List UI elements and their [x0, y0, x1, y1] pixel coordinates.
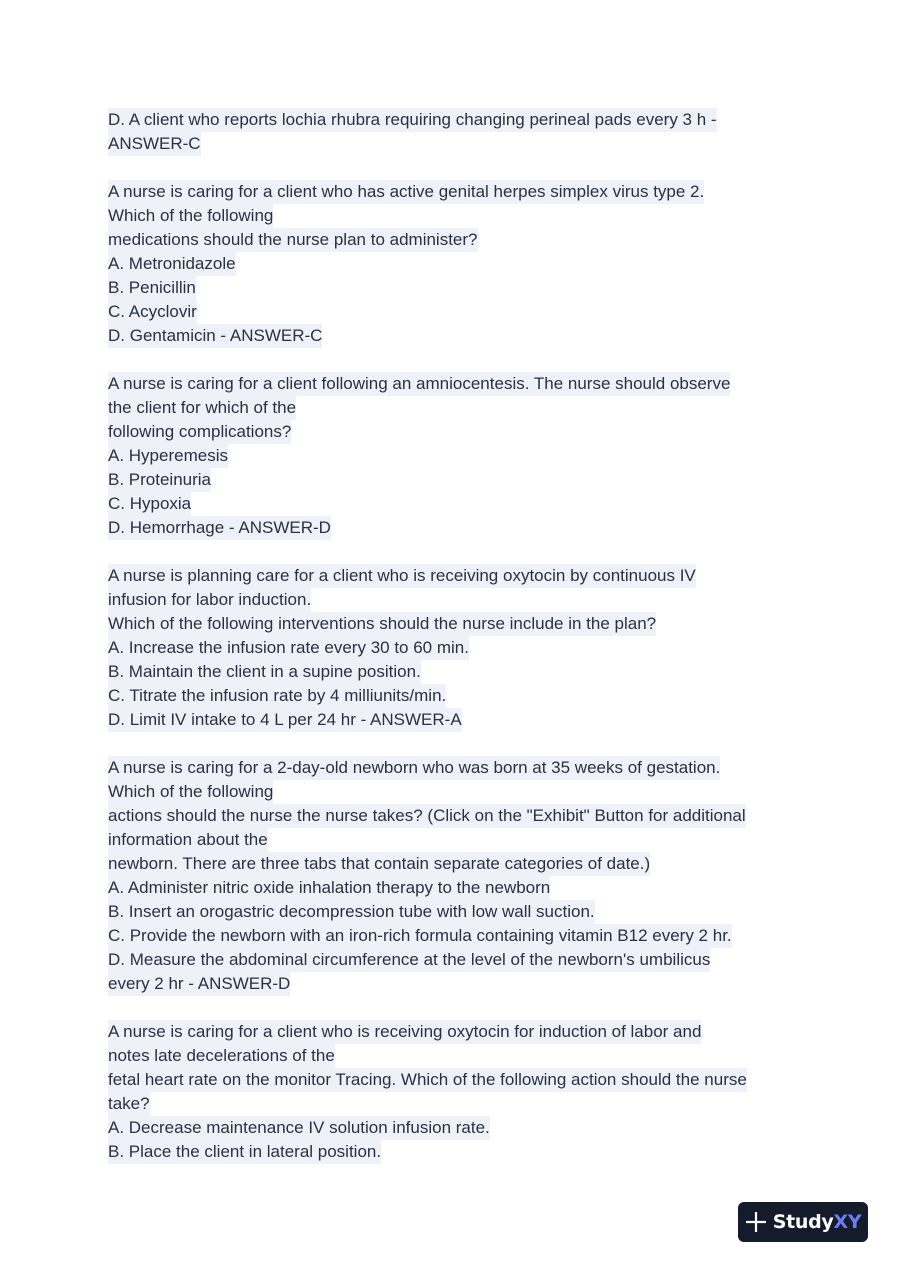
text-line: B. Insert an orogastric decompression tube with low wall suction.	[108, 900, 595, 924]
text-line: Which of the following interventions should the nurse include in the plan?	[108, 612, 656, 636]
brand-main: Study	[772, 1211, 834, 1233]
text-line: D. Gentamicin - ANSWER-C	[108, 324, 322, 348]
text-line: every 2 hr - ANSWER-D	[108, 972, 290, 996]
text-line: C. Acyclovir	[108, 300, 197, 324]
text-line: newborn. There are three tabs that contain separate categories of date.)	[108, 852, 650, 876]
text-line: A. Administer nitric oxide inhalation therapy to the newborn	[108, 876, 550, 900]
text-line: infusion for labor induction.	[108, 588, 311, 612]
text-line: A nurse is caring for a client who has active genital herpes simplex virus type 2.	[108, 180, 704, 204]
question-block	[108, 564, 808, 732]
text-line: B. Maintain the client in a supine position.	[108, 660, 421, 684]
text-line: A. Hyperemesis	[108, 444, 228, 468]
text-line: ANSWER-C	[108, 132, 201, 156]
text-line: take?	[108, 1092, 150, 1116]
text-line: fetal heart rate on the monitor Tracing. Which of the following action should the nurse	[108, 1068, 747, 1092]
text-line: actions should the nurse the nurse takes? (Click on the "Exhibit" Button for additional	[108, 804, 746, 828]
text-line: A. Increase the infusion rate every 30 to 60 min.	[108, 636, 469, 660]
text-line: C. Provide the newborn with an iron-rich formula containing vitamin B12 every 2 hr.	[108, 924, 732, 948]
question-block	[108, 180, 808, 348]
brand-name	[773, 1211, 862, 1233]
text-line: A nurse is caring for a 2-day-old newborn who was born at 35 weeks of gestation.	[108, 756, 720, 780]
text-line: notes late decelerations of the	[108, 1044, 335, 1068]
question-block	[108, 372, 808, 540]
text-line: Which of the following	[108, 204, 273, 228]
text-line: C. Titrate the infusion rate by 4 milliunits/min.	[108, 684, 446, 708]
brand-accent: XY	[833, 1211, 862, 1233]
text-line: B. Penicillin	[108, 276, 196, 300]
text-line: A nurse is caring for a client who is receiving oxytocin for induction of labor and	[108, 1020, 701, 1044]
text-line: following complications?	[108, 420, 291, 444]
text-line: D. Measure the abdominal circumference at the level of the newborn's umbilicus	[108, 948, 710, 972]
text-line: information about the	[108, 828, 268, 852]
text-line: D. Limit IV intake to 4 L per 24 hr - ANSWER-A	[108, 708, 462, 732]
question-block	[108, 756, 808, 996]
text-line: A nurse is planning care for a client who is receiving oxytocin by continuous IV	[108, 564, 696, 588]
plus-icon	[745, 1211, 767, 1233]
text-line: A. Metronidazole	[108, 252, 236, 276]
text-line: D. Hemorrhage - ANSWER-D	[108, 516, 331, 540]
text-line: B. Proteinuria	[108, 468, 211, 492]
studyxy-badge[interactable]	[738, 1202, 868, 1242]
question-block	[108, 108, 808, 156]
text-line: D. A client who reports lochia rhubra requiring changing perineal pads every 3 h -	[108, 108, 717, 132]
question-block	[108, 1020, 808, 1164]
text-line: B. Place the client in lateral position.	[108, 1140, 381, 1164]
text-line: A. Decrease maintenance IV solution infusion rate.	[108, 1116, 490, 1140]
document-body	[108, 108, 808, 1188]
text-line: the client for which of the	[108, 396, 296, 420]
text-line: Which of the following	[108, 780, 273, 804]
text-line: C. Hypoxia	[108, 492, 191, 516]
text-line: medications should the nurse plan to administer?	[108, 228, 478, 252]
text-line: A nurse is caring for a client following an amniocentesis. The nurse should observe	[108, 372, 730, 396]
